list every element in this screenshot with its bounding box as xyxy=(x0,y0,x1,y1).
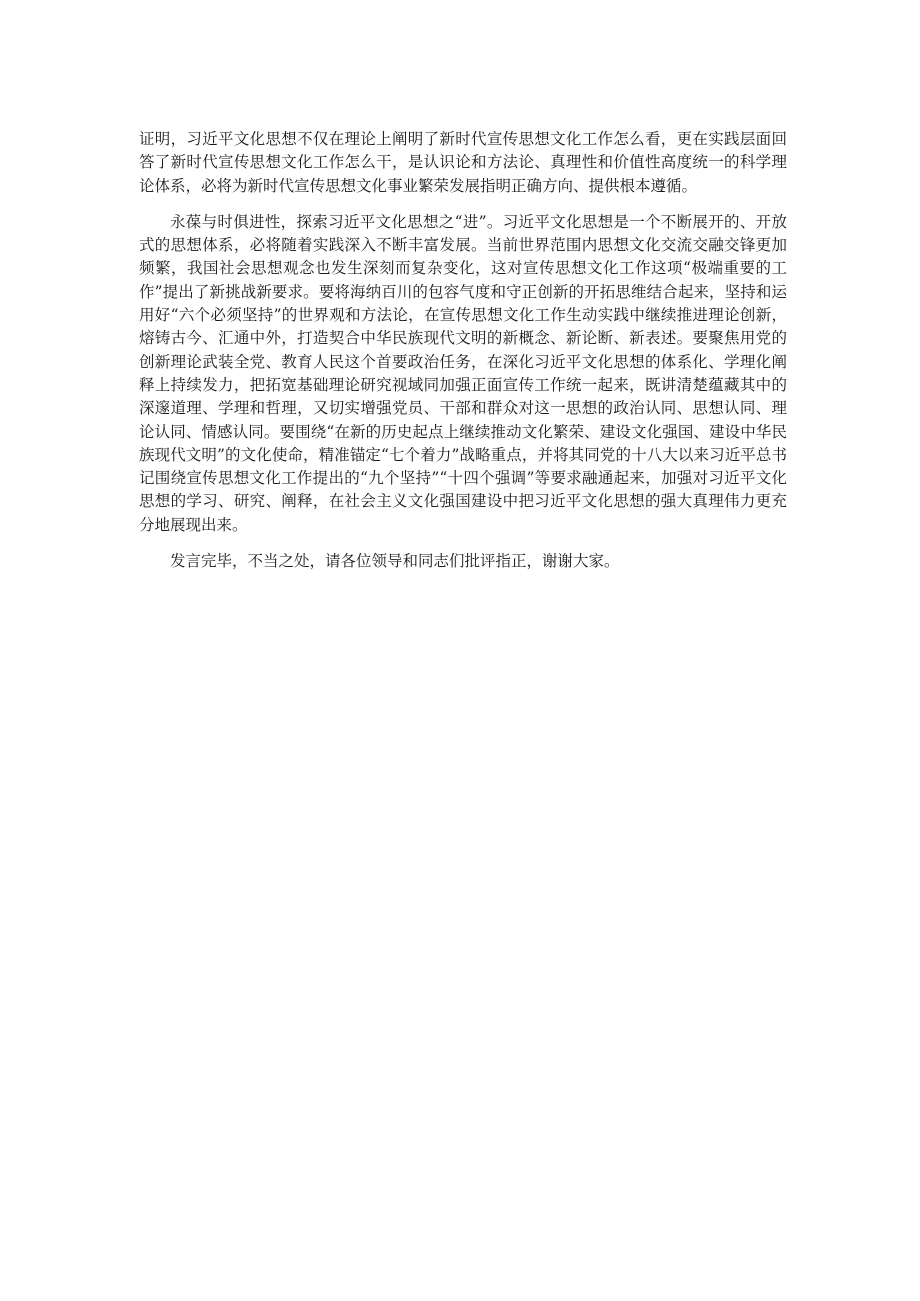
paragraph-closing-remarks: 发言完毕，不当之处，请各位领导和同志们批评指正，谢谢大家。 xyxy=(170,552,620,571)
document-body xyxy=(139,128,787,586)
paragraph-advancement: 永葆与时俱进性，探索习近平文化思想之“进”。习近平文化思想是一个不断展开的、开放式的思想体系，必将随着实践深入不断丰富发展。当前世界范围内思想文化交流交融交锋更加频繁，我国社会思想观念也发生深刻而复杂变化，这对宣传思想文化工作这项“极端重要的工作”提出了新挑战新要求。要将海纳百川的包容气度和守正创新的开拓思维结合起来，坚持和运用好“六个必须坚持”的世界观和方法论，在宣传思想文化工作生动实践中继续推进理论创新，熔铸古今、汇通中外，打造契合中华民族现代文明的新概念、新论断、新表述。要聚焦用党的创新理论武装全党、教育人民这个首要政治任务，在深化习近平文化思想的体系化、学理化阐释上持续发力，把拓宽基础理论研究视域同加强正面宣传工作统一起来，既讲清楚蕴藏其中的深邃道理、学理和哲理，又切实增强党员、干部和群众对这一思想的政治认同、思想认同、理论认同、情感认同。要围绕“在新的历史起点上继续推动文化繁荣、建设文化强国、建设中华民族现代文明”的文化使命，精准锚定“七个着力”战略重点，并将其同党的十八大以来习近平总书记围绕宣传思想文化工作提出的“九个坚持”“十四个强调”等要求融通起来，加强对习近平文化思想的学习、研究、阐释，在社会主义文化强国建设中把习近平文化思想的强大真理伟力更充分地展现出来。 xyxy=(139,212,787,534)
paragraph-continuation: 证明，习近平文化思想不仅在理论上阐明了新时代宣传思想文化工作怎么看，更在实践层面回答了新时代宣传思想文化工作怎么干，是认识论和方法论、真理性和价值性高度统一的科学理论体系，必将为新时代宣传思想文化事业繁荣发展指明正确方向、提供根本遵循。 xyxy=(139,130,787,195)
